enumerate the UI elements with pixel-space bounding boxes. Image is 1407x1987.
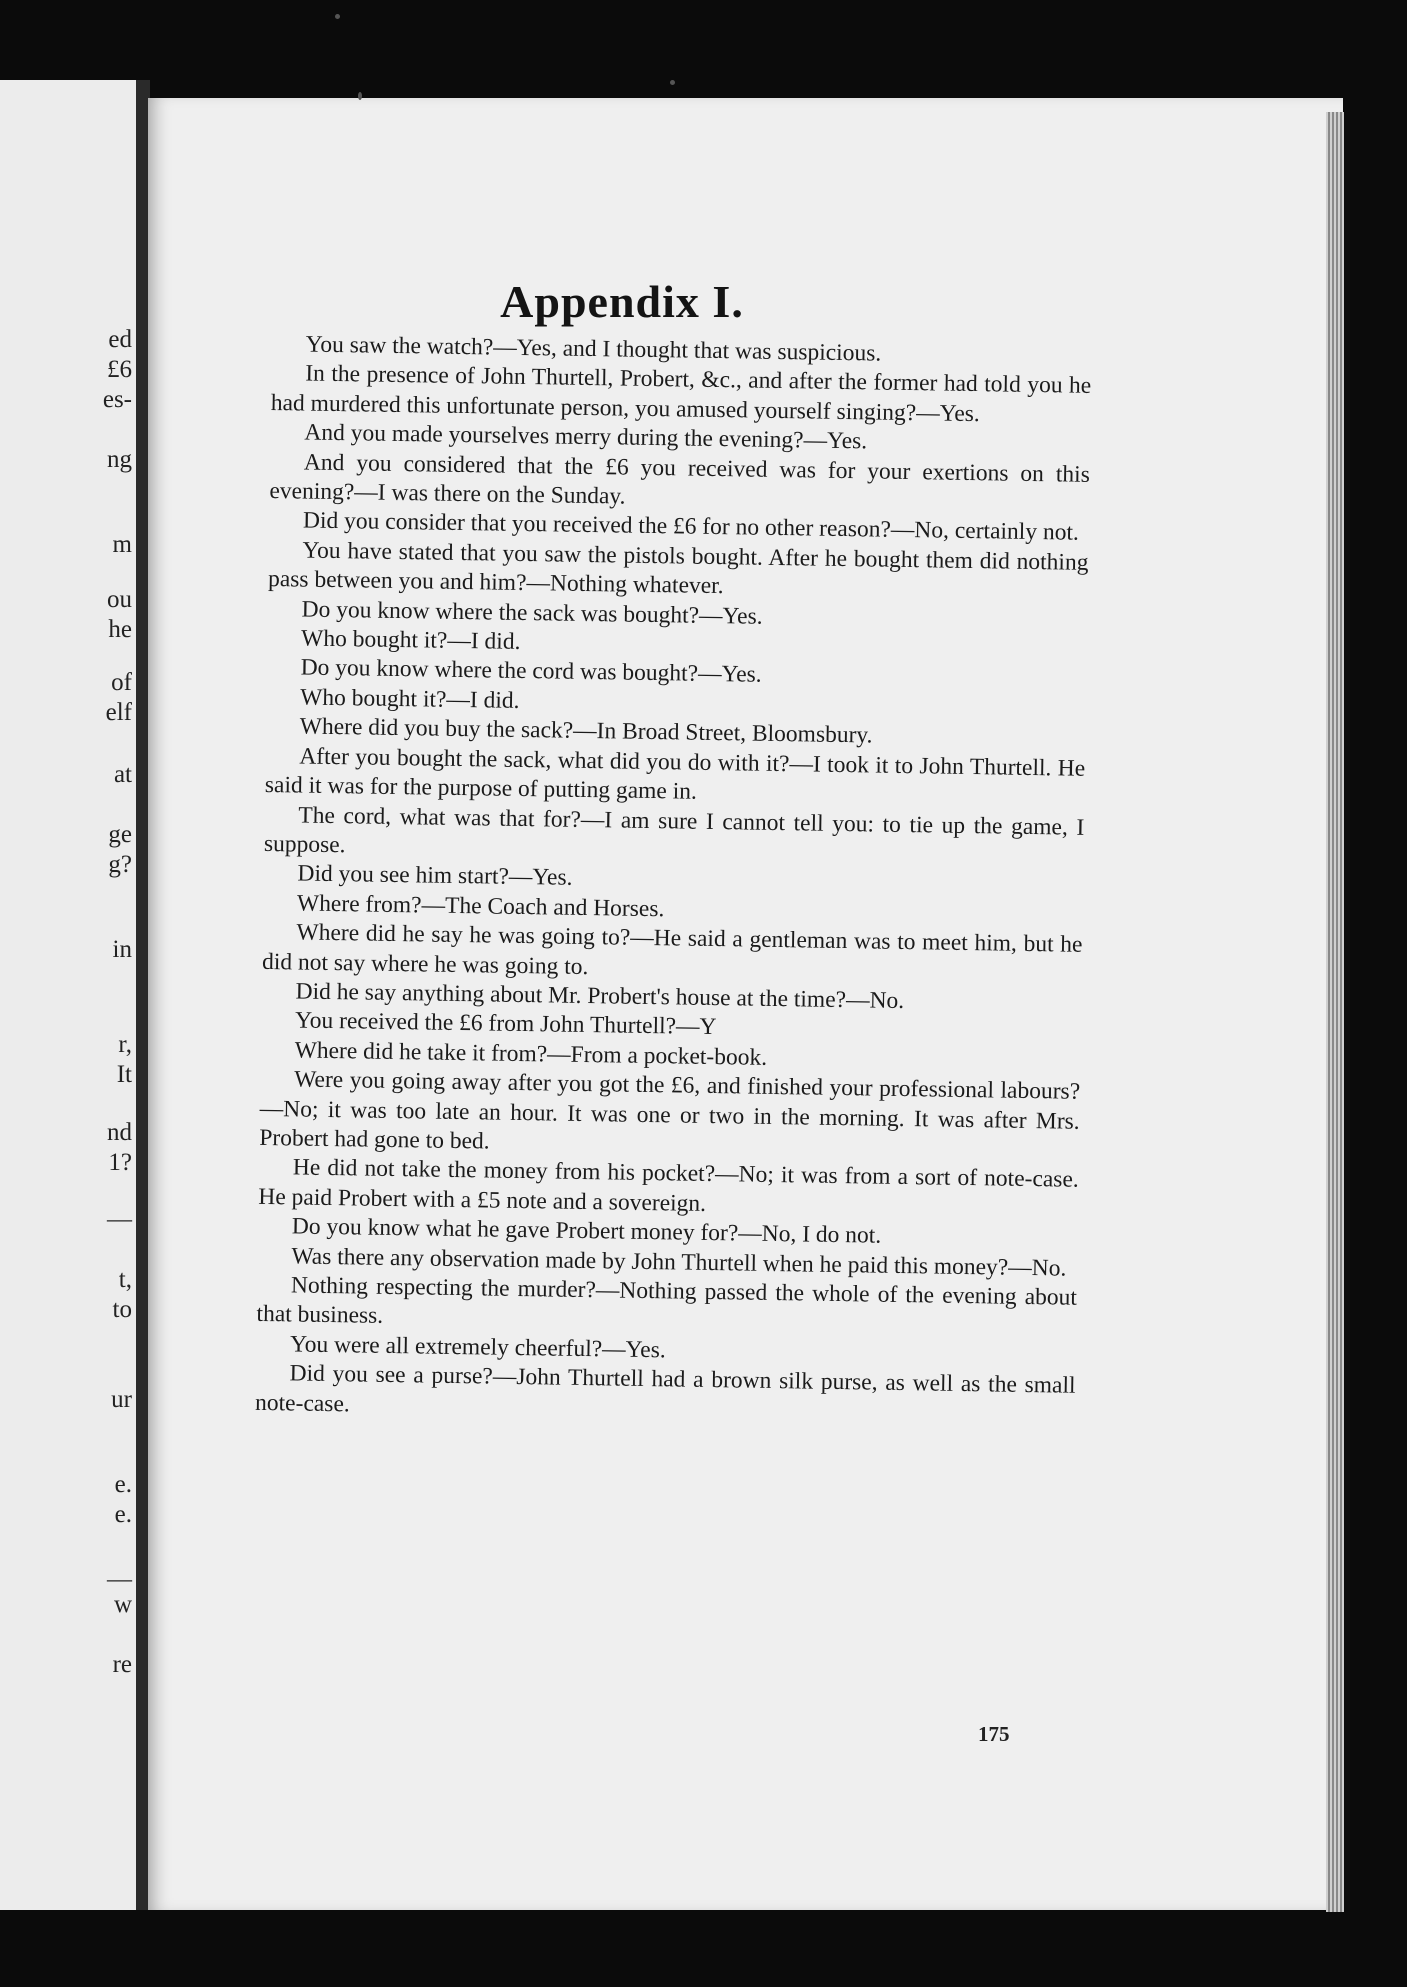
- left-page-fragment-text: t,: [118, 1266, 132, 1293]
- left-page-fragment-text: e.: [114, 1471, 132, 1498]
- testimony-text: [255, 330, 1092, 1431]
- testimony-paragraph: After you bought the sack, what did you do with it?—I took it to John Thurtell. He said it was for the purpose of putting game in.: [264, 743, 1086, 805]
- left-page-fragment-text: to: [112, 1296, 132, 1323]
- left-page-fragment-text: —: [107, 1566, 132, 1593]
- chapter-heading: Appendix I.: [500, 275, 744, 327]
- testimony-paragraph: Were you going away after you got the £6, and finished your professional labours?—No; it was too late an hour. It was one or two in the morning. It was after Mrs. Probert had gone to bed.: [259, 1066, 1081, 1155]
- left-page-fragment-text: re: [112, 1651, 132, 1678]
- left-page-fragment-text: ge: [108, 821, 132, 848]
- testimony-paragraph: Who bought it?—I did.: [300, 684, 520, 714]
- testimony-paragraph: Did you see a purse?—John Thurtell had a brown silk purse, as well as the small note-case.: [254, 1360, 1076, 1417]
- testimony-paragraph: And you considered that the £6 you received was for your exertions on this evening?—I was there on the Sunday.: [269, 449, 1091, 510]
- testimony-paragraph: Where did you buy the sack?—In Broad Street, Bloomsbury.: [299, 713, 873, 749]
- left-page-fragment-text: w: [113, 1591, 132, 1618]
- testimony-paragraph: And you made yourselves merry during the evening?—Yes.: [304, 419, 868, 455]
- left-page-fragment-text: es-: [102, 386, 132, 413]
- left-page-fragment-text: he: [108, 616, 132, 643]
- left-page-fragment-text: It: [116, 1061, 132, 1088]
- testimony-paragraph: Where did he say he was going to?—He said a gentleman was to meet him, but he did not say where he was going to.: [261, 919, 1083, 980]
- testimony-paragraph: Where from?—The Coach and Horses.: [296, 890, 665, 922]
- testimony-paragraph: Did you see him start?—Yes.: [297, 860, 573, 892]
- left-page-fragment-text: nd: [107, 1119, 132, 1146]
- page-stack-edge: [1326, 112, 1344, 1912]
- left-page-fragment-text: ur: [111, 1386, 132, 1413]
- testimony-paragraph: You were all extremely cheerful?—Yes.: [289, 1331, 666, 1364]
- testimony-paragraph: In the presence of John Thurtell, Probert, &c., and after the former had told you he had murdered this unfortunate person, you amused yourself singing?—Yes.: [270, 360, 1092, 427]
- testimony-paragraph: He did not take the money from his pocket?—No; it was from a sort of note-case. He paid Probert with a £5 note and a sovereign.: [258, 1154, 1079, 1217]
- scan-speck: [670, 80, 675, 85]
- left-page-fragment-text: at: [113, 761, 132, 788]
- left-page-fragment: [0, 80, 150, 1910]
- testimony-paragraph: Was there any observation made by John Thurtell when he paid this money?—No.: [291, 1243, 1067, 1282]
- left-page-fragment-text: of: [111, 669, 132, 696]
- testimony-paragraph: You have stated that you saw the pistols bought. After he bought them did nothing pass between you and him?—Nothing whatever.: [267, 537, 1089, 600]
- left-page-fragment-text: 1?: [108, 1149, 132, 1176]
- testimony-paragraph: Do you know where the cord was bought?—Yes.: [300, 654, 762, 689]
- left-page-fragment-text: m: [112, 531, 132, 558]
- scan-speck: [335, 14, 340, 19]
- testimony-paragraph: You received the £6 from John Thurtell?—Y: [294, 1007, 717, 1041]
- testimony-paragraph: Did you consider that you received the £6 for no other reason?—No, certainly not.: [302, 507, 1080, 547]
- page-number: 175: [978, 1722, 1010, 1746]
- left-page-fragment-text: g?: [108, 851, 132, 878]
- left-page-fragment-text: ng: [107, 446, 132, 473]
- left-page-fragment-text: ed: [108, 326, 132, 353]
- left-page-fragment-text: in: [112, 936, 132, 963]
- testimony-paragraph: Do you know where the sack was bought?—Yes.: [301, 596, 763, 630]
- testimony-paragraph: Where did he take it from?—From a pocket-book.: [294, 1037, 768, 1071]
- testimony-paragraph: Did he say anything about Mr. Probert's house at the time?—No.: [295, 978, 905, 1014]
- left-page-fragment-text: £6: [107, 356, 132, 383]
- scan-speck: [358, 92, 362, 100]
- left-page-fragment-text: —: [107, 1206, 132, 1233]
- testimony-paragraph: Nothing respecting the murder?—Nothing passed the whole of the evening about that business.: [256, 1272, 1078, 1330]
- left-page-fragment-text: elf: [105, 699, 132, 726]
- testimony-paragraph: The cord, what was that for?—I am sure I cannot tell you: to tie up the game, I suppose.: [263, 801, 1085, 859]
- testimony-paragraph: You saw the watch?—Yes, and I thought that was suspicious.: [305, 331, 882, 367]
- testimony-paragraph: Do you know what he gave Probert money for?—No, I do not.: [291, 1213, 882, 1249]
- testimony-paragraph: Who bought it?—I did.: [300, 625, 521, 656]
- left-page-fragment-text: ou: [107, 586, 132, 613]
- left-page-fragment-text: e.: [114, 1501, 132, 1528]
- left-page-fragment-text: r,: [118, 1031, 132, 1058]
